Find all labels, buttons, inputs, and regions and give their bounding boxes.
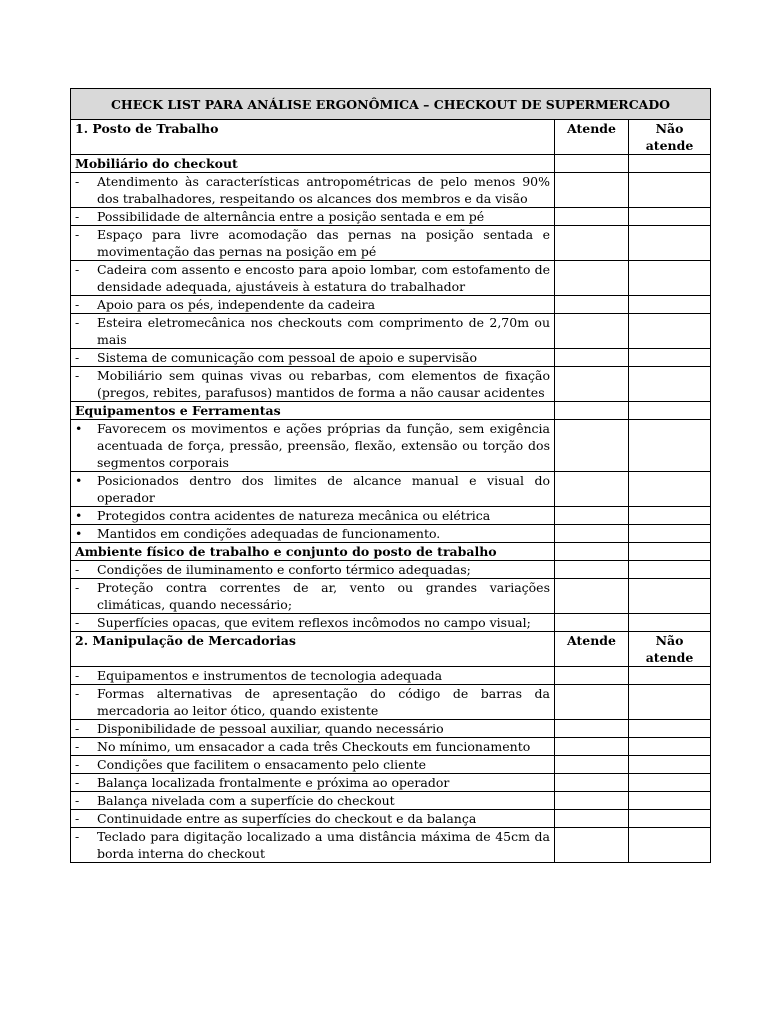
item-bullet: • [75,421,83,436]
atende-cell[interactable] [555,367,629,402]
subsection-row [71,543,711,561]
section-header-row [71,120,711,155]
item-bullet: - [75,350,80,365]
nao-atende-cell[interactable] [629,208,711,226]
checklist-item-row [71,756,711,774]
item-bullet: - [75,209,80,224]
atende-cell[interactable] [555,614,629,632]
item-description [71,792,555,810]
checklist-item-row [71,525,711,543]
item-description [71,507,555,525]
item-description [71,472,555,507]
item-text: Balança nivelada com a superfície do checkout [97,793,395,808]
item-text: Continuidade entre as superfícies do checkout e da balança [97,811,477,826]
item-text: Proteção contra correntes de ar, vento ou grandes variações climáticas, quando necessário; [97,580,550,612]
nao-atende-cell[interactable] [629,525,711,543]
item-bullet: - [75,580,80,595]
title-row [71,89,711,120]
item-description [71,420,555,472]
item-description [71,614,555,632]
item-text: Disponibilidade de pessoal auxiliar, quando necessário [97,721,444,736]
item-bullet: - [75,562,80,577]
item-description [71,173,555,208]
item-text: No mínimo, um ensacador a cada três Checkouts em funcionamento [97,739,531,754]
item-text: Balança localizada frontalmente e próxima ao operador [97,775,450,790]
atende-cell[interactable] [555,685,629,720]
atende-cell[interactable] [555,756,629,774]
checklist-title: CHECK LIST PARA ANÁLISE ERGONÔMICA – CHECKOUT DE SUPERMERCADO [71,89,711,120]
item-bullet: - [75,368,80,383]
nao-atende-cell[interactable] [629,420,711,472]
atende-cell[interactable] [555,314,629,349]
atende-cell[interactable] [555,828,629,863]
item-text: Formas alternativas de apresentação do código de barras da mercadoria ao leitor ótico, quando existente [97,686,550,718]
checklist-item-row [71,614,711,632]
item-bullet: - [75,811,80,826]
atende-cell[interactable] [555,543,629,561]
checklist-item-row [71,173,711,208]
item-bullet: - [75,615,80,630]
nao-atende-cell[interactable] [629,261,711,296]
atende-cell[interactable] [555,579,629,614]
atende-cell[interactable] [555,561,629,579]
item-bullet: - [75,829,80,844]
item-text: Protegidos contra acidentes de natureza mecânica ou elétrica [97,508,491,523]
item-description [71,296,555,314]
nao-atende-cell[interactable] [629,472,711,507]
item-description [71,314,555,349]
nao-atende-cell[interactable] [629,543,711,561]
item-text: Teclado para digitação localizado a uma distância máxima de 45cm da borda interna do checkout [97,829,550,861]
nao-atende-cell[interactable] [629,667,711,685]
section-header-row [71,632,711,667]
atende-cell[interactable] [555,208,629,226]
checklist-item-row [71,349,711,367]
item-description [71,525,555,543]
atende-cell[interactable] [555,420,629,472]
nao-atende-cell[interactable] [629,614,711,632]
nao-atende-cell[interactable] [629,579,711,614]
nao-atende-cell[interactable] [629,226,711,261]
checklist-item-row [71,561,711,579]
checklist-item-row [71,810,711,828]
checklist-item-row [71,774,711,792]
item-text: Superfícies opacas, que evitem reflexos incômodos no campo visual; [97,615,531,630]
item-bullet: - [75,793,80,808]
item-text: Mobiliário sem quinas vivas ou rebarbas, com elementos de fixação (pregos, rebites, parafusos) mantidos de forma a não causar acidentes [97,368,550,400]
checklist-item-row [71,667,711,685]
item-bullet: - [75,775,80,790]
section-title: 1. Posto de Trabalho [71,120,555,155]
nao-atende-column-header: Não atende [629,632,711,667]
item-bullet: - [75,174,80,189]
checklist-item-row [71,420,711,472]
item-text: Sistema de comunicação com pessoal de apoio e supervisão [97,350,477,365]
checklist-item-row [71,367,711,402]
checklist-item-row [71,720,711,738]
nao-atende-cell[interactable] [629,828,711,863]
item-description [71,720,555,738]
item-description [71,226,555,261]
checklist-item-row [71,685,711,720]
item-description [71,685,555,720]
item-text: Condições de iluminamento e conforto térmico adequadas; [97,562,471,577]
checklist-item-row [71,296,711,314]
item-bullet: - [75,721,80,736]
atende-cell[interactable] [555,173,629,208]
atende-column-header: Atende [555,120,629,155]
subsection-title: Mobiliário do checkout [71,155,555,173]
atende-cell[interactable] [555,667,629,685]
atende-cell[interactable] [555,792,629,810]
item-description [71,738,555,756]
item-description [71,774,555,792]
nao-atende-cell[interactable] [629,314,711,349]
atende-cell[interactable] [555,226,629,261]
atende-cell[interactable] [555,261,629,296]
item-description [71,261,555,296]
atende-cell[interactable] [555,349,629,367]
checklist-item-row [71,579,711,614]
item-bullet: - [75,297,80,312]
checklist-item-row [71,792,711,810]
item-description [71,667,555,685]
item-description [71,579,555,614]
checklist-item-row [71,472,711,507]
atende-cell[interactable] [555,507,629,525]
nao-atende-cell[interactable] [629,738,711,756]
atende-cell[interactable] [555,296,629,314]
checklist-body [71,89,711,863]
item-description [71,756,555,774]
item-description [71,349,555,367]
subsection-title: Ambiente físico de trabalho e conjunto do posto de trabalho [71,543,555,561]
nao-atende-cell[interactable] [629,349,711,367]
nao-atende-cell[interactable] [629,367,711,402]
checklist-table [70,88,711,863]
nao-atende-cell[interactable] [629,561,711,579]
atende-cell[interactable] [555,738,629,756]
section-title: 2. Manipulação de Mercadorias [71,632,555,667]
nao-atende-cell[interactable] [629,756,711,774]
item-text: Esteira eletromecânica nos checkouts com comprimento de 2,70m ou mais [97,315,550,347]
nao-atende-column-header: Não atende [629,120,711,155]
nao-atende-cell[interactable] [629,720,711,738]
atende-cell[interactable] [555,402,629,420]
item-bullet: - [75,668,80,683]
checklist-item-row [71,314,711,349]
nao-atende-cell[interactable] [629,296,711,314]
atende-cell[interactable] [555,720,629,738]
item-description [71,828,555,863]
atende-column-header: Atende [555,632,629,667]
checklist-item-row [71,738,711,756]
item-description [71,208,555,226]
atende-cell[interactable] [555,774,629,792]
item-bullet: - [75,686,80,701]
checklist-item-row [71,261,711,296]
item-text: Cadeira com assento e encosto para apoio lombar, com estofamento de densidade adequada, ajustáveis à estatura do trabalhador [97,262,550,294]
item-bullet: • [75,508,83,523]
item-text: Possibilidade de alternância entre a posição sentada e em pé [97,209,485,224]
atende-cell[interactable] [555,525,629,543]
nao-atende-cell[interactable] [629,685,711,720]
atende-cell[interactable] [555,810,629,828]
item-bullet: • [75,473,83,488]
item-bullet: - [75,315,80,330]
nao-atende-cell[interactable] [629,173,711,208]
nao-atende-cell[interactable] [629,810,711,828]
item-bullet: - [75,757,80,772]
item-text: Condições que facilitem o ensacamento pelo cliente [97,757,427,772]
item-text: Apoio para os pés, independente da cadeira [97,297,376,312]
item-description [71,561,555,579]
nao-atende-cell[interactable] [629,774,711,792]
item-description [71,810,555,828]
nao-atende-cell[interactable] [629,402,711,420]
item-text: Atendimento às características antropométricas de pelo menos 90% dos trabalhadores, respeitando os alcances dos membros e da visão [97,174,550,206]
checklist-item-row [71,828,711,863]
item-bullet: • [75,526,83,541]
subsection-title: Equipamentos e Ferramentas [71,402,555,420]
item-text: Mantidos em condições adequadas de funcionamento. [97,526,441,541]
atende-cell[interactable] [555,472,629,507]
subsection-row [71,155,711,173]
checklist-item-row [71,507,711,525]
item-bullet: - [75,739,80,754]
item-text: Equipamentos e instrumentos de tecnologia adequada [97,668,443,683]
item-bullet: - [75,227,80,242]
item-description [71,367,555,402]
nao-atende-cell[interactable] [629,155,711,173]
atende-cell[interactable] [555,155,629,173]
item-text: Espaço para livre acomodação das pernas na posição sentada e movimentação das pernas na posição em pé [97,227,550,259]
nao-atende-cell[interactable] [629,507,711,525]
item-text: Favorecem os movimentos e ações próprias da função, sem exigência acentuada de força, pressão, preensão, flexão, extensão ou torção dos segmentos corporais [97,421,550,470]
checklist-item-row [71,226,711,261]
item-bullet: - [75,262,80,277]
nao-atende-cell[interactable] [629,792,711,810]
checklist-item-row [71,208,711,226]
subsection-row [71,402,711,420]
item-text: Posicionados dentro dos limites de alcance manual e visual do operador [97,473,550,505]
